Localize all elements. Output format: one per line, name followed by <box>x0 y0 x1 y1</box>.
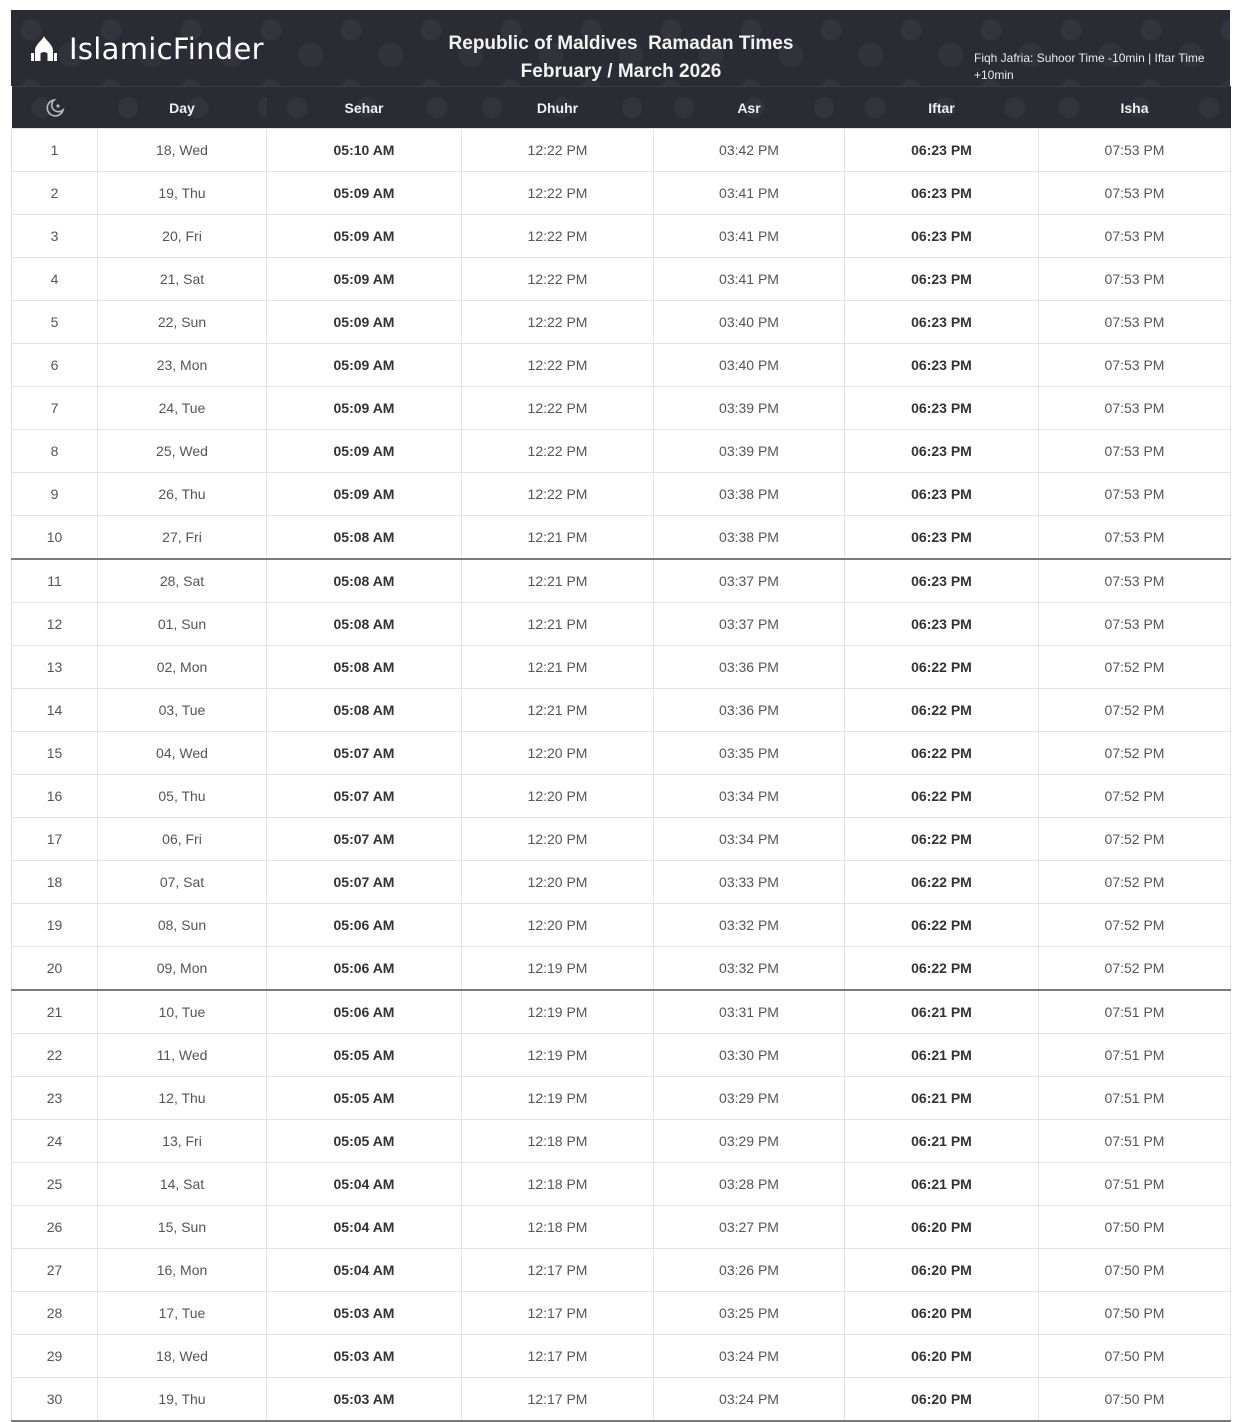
sehar-time: 05:07 AM <box>267 861 462 904</box>
ramadan-day: 2 <box>12 172 98 215</box>
ramadan-day: 22 <box>12 1034 98 1077</box>
ramadan-day: 21 <box>12 990 98 1034</box>
dhuhr-time: 12:21 PM <box>462 603 654 646</box>
table-row <box>12 732 1231 775</box>
date: 28, Sat <box>98 559 267 603</box>
sehar-time: 05:08 AM <box>267 516 462 560</box>
ramadan-day: 5 <box>12 301 98 344</box>
asr-time: 03:38 PM <box>654 473 845 516</box>
asr-time: 03:32 PM <box>654 904 845 947</box>
table-row <box>12 1034 1231 1077</box>
sehar-time: 05:06 AM <box>267 904 462 947</box>
dhuhr-time: 12:21 PM <box>462 689 654 732</box>
table-row <box>12 387 1231 430</box>
table-row <box>12 301 1231 344</box>
sehar-time: 05:09 AM <box>267 301 462 344</box>
asr-time: 03:41 PM <box>654 215 845 258</box>
logo[interactable] <box>29 32 264 66</box>
iftar-time: 06:23 PM <box>845 301 1039 344</box>
sehar-time: 05:09 AM <box>267 430 462 473</box>
sehar-time: 05:08 AM <box>267 646 462 689</box>
iftar-time: 06:23 PM <box>845 215 1039 258</box>
table-row <box>12 1077 1231 1120</box>
iftar-time: 06:22 PM <box>845 646 1039 689</box>
table-row <box>12 1163 1231 1206</box>
asr-time: 03:35 PM <box>654 732 845 775</box>
crescent-moon-icon <box>45 98 65 118</box>
table-row <box>12 689 1231 732</box>
isha-time: 07:53 PM <box>1039 473 1231 516</box>
dhuhr-time: 12:19 PM <box>462 1077 654 1120</box>
iftar-time: 06:23 PM <box>845 603 1039 646</box>
dhuhr-time: 12:19 PM <box>462 990 654 1034</box>
iftar-time: 06:20 PM <box>845 1378 1039 1422</box>
asr-time: 03:41 PM <box>654 258 845 301</box>
column-header-asr: Asr <box>654 87 845 129</box>
date: 15, Sun <box>98 1206 267 1249</box>
dhuhr-time: 12:18 PM <box>462 1120 654 1163</box>
ramadan-day: 19 <box>12 904 98 947</box>
isha-time: 07:52 PM <box>1039 689 1231 732</box>
dhuhr-time: 12:22 PM <box>462 172 654 215</box>
date: 22, Sun <box>98 301 267 344</box>
date: 18, Wed <box>98 1335 267 1378</box>
ramadan-day: 13 <box>12 646 98 689</box>
iftar-time: 06:23 PM <box>845 387 1039 430</box>
fiqh-note: Fiqh Jafria: Suhoor Time -10min | Iftar Time +10min <box>974 51 1205 82</box>
ramadan-day: 3 <box>12 215 98 258</box>
iftar-time: 06:22 PM <box>845 689 1039 732</box>
date: 09, Mon <box>98 947 267 991</box>
sehar-time: 05:10 AM <box>267 129 462 172</box>
table-row <box>12 258 1231 301</box>
table-row <box>12 172 1231 215</box>
sehar-time: 05:08 AM <box>267 603 462 646</box>
ramadan-day: 1 <box>12 129 98 172</box>
asr-time: 03:30 PM <box>654 1034 845 1077</box>
dhuhr-time: 12:20 PM <box>462 775 654 818</box>
asr-time: 03:28 PM <box>654 1163 845 1206</box>
isha-time: 07:51 PM <box>1039 1034 1231 1077</box>
ramadan-day: 26 <box>12 1206 98 1249</box>
sehar-time: 05:06 AM <box>267 990 462 1034</box>
dhuhr-time: 12:17 PM <box>462 1249 654 1292</box>
dhuhr-time: 12:22 PM <box>462 430 654 473</box>
table-row <box>12 603 1231 646</box>
date: 08, Sun <box>98 904 267 947</box>
asr-time: 03:34 PM <box>654 775 845 818</box>
sehar-time: 05:06 AM <box>267 947 462 991</box>
ramadan-day: 20 <box>12 947 98 991</box>
table-row <box>12 904 1231 947</box>
ramadan-day: 15 <box>12 732 98 775</box>
iftar-time: 06:22 PM <box>845 732 1039 775</box>
asr-time: 03:37 PM <box>654 603 845 646</box>
iftar-time: 06:23 PM <box>845 516 1039 560</box>
asr-time: 03:26 PM <box>654 1249 845 1292</box>
isha-time: 07:52 PM <box>1039 732 1231 775</box>
table-row <box>12 1378 1231 1422</box>
iftar-time: 06:20 PM <box>845 1206 1039 1249</box>
sehar-time: 05:05 AM <box>267 1034 462 1077</box>
timetable <box>11 86 1231 1422</box>
ramadan-day: 9 <box>12 473 98 516</box>
iftar-time: 06:22 PM <box>845 861 1039 904</box>
asr-time: 03:33 PM <box>654 861 845 904</box>
date: 12, Thu <box>98 1077 267 1120</box>
dhuhr-time: 12:17 PM <box>462 1292 654 1335</box>
ramadan-day: 11 <box>12 559 98 603</box>
table-row <box>12 559 1231 603</box>
ramadan-day: 24 <box>12 1120 98 1163</box>
isha-time: 07:52 PM <box>1039 646 1231 689</box>
dhuhr-time: 12:22 PM <box>462 473 654 516</box>
dhuhr-time: 12:18 PM <box>462 1163 654 1206</box>
iftar-time: 06:21 PM <box>845 1034 1039 1077</box>
table-row <box>12 818 1231 861</box>
asr-time: 03:25 PM <box>654 1292 845 1335</box>
iftar-time: 06:23 PM <box>845 258 1039 301</box>
ramadan-day: 28 <box>12 1292 98 1335</box>
page-title <box>391 30 851 86</box>
table-header-row <box>12 87 1231 129</box>
iftar-time: 06:21 PM <box>845 1077 1039 1120</box>
sehar-time: 05:07 AM <box>267 732 462 775</box>
ramadan-day: 25 <box>12 1163 98 1206</box>
asr-time: 03:39 PM <box>654 387 845 430</box>
asr-time: 03:29 PM <box>654 1120 845 1163</box>
date: 07, Sat <box>98 861 267 904</box>
iftar-time: 06:21 PM <box>845 1120 1039 1163</box>
column-header-sehar: Sehar <box>267 87 462 129</box>
dhuhr-time: 12:19 PM <box>462 1034 654 1077</box>
dhuhr-time: 12:20 PM <box>462 904 654 947</box>
iftar-time: 06:20 PM <box>845 1335 1039 1378</box>
isha-time: 07:52 PM <box>1039 947 1231 991</box>
isha-time: 07:50 PM <box>1039 1249 1231 1292</box>
asr-time: 03:24 PM <box>654 1335 845 1378</box>
date: 03, Tue <box>98 689 267 732</box>
iftar-time: 06:22 PM <box>845 947 1039 991</box>
date: 13, Fri <box>98 1120 267 1163</box>
asr-time: 03:40 PM <box>654 301 845 344</box>
asr-time: 03:34 PM <box>654 818 845 861</box>
date: 24, Tue <box>98 387 267 430</box>
table-row <box>12 646 1231 689</box>
table-row <box>12 861 1231 904</box>
dhuhr-time: 12:20 PM <box>462 861 654 904</box>
isha-time: 07:53 PM <box>1039 258 1231 301</box>
asr-time: 03:36 PM <box>654 646 845 689</box>
isha-time: 07:53 PM <box>1039 430 1231 473</box>
column-header-day: Day <box>98 87 267 129</box>
asr-time: 03:31 PM <box>654 990 845 1034</box>
date: 19, Thu <box>98 172 267 215</box>
isha-time: 07:52 PM <box>1039 818 1231 861</box>
header-banner <box>11 10 1230 86</box>
isha-time: 07:50 PM <box>1039 1292 1231 1335</box>
sehar-time: 05:07 AM <box>267 775 462 818</box>
date: 27, Fri <box>98 516 267 560</box>
iftar-time: 06:23 PM <box>845 129 1039 172</box>
isha-time: 07:53 PM <box>1039 559 1231 603</box>
table-row <box>12 1206 1231 1249</box>
sehar-time: 05:09 AM <box>267 344 462 387</box>
table-row <box>12 1249 1231 1292</box>
iftar-time: 06:20 PM <box>845 1249 1039 1292</box>
isha-time: 07:53 PM <box>1039 215 1231 258</box>
isha-time: 07:53 PM <box>1039 516 1231 560</box>
ramadan-day: 16 <box>12 775 98 818</box>
sehar-time: 05:05 AM <box>267 1077 462 1120</box>
sehar-time: 05:09 AM <box>267 473 462 516</box>
ramadan-day: 23 <box>12 1077 98 1120</box>
isha-time: 07:51 PM <box>1039 1077 1231 1120</box>
table-row <box>12 775 1231 818</box>
asr-time: 03:42 PM <box>654 129 845 172</box>
sehar-time: 05:03 AM <box>267 1335 462 1378</box>
date: 06, Fri <box>98 818 267 861</box>
date: 05, Thu <box>98 775 267 818</box>
sehar-time: 05:04 AM <box>267 1249 462 1292</box>
table-row <box>12 1120 1231 1163</box>
column-header-iftar: Iftar <box>845 87 1039 129</box>
dhuhr-time: 12:21 PM <box>462 516 654 560</box>
sehar-time: 05:09 AM <box>267 215 462 258</box>
isha-time: 07:51 PM <box>1039 990 1231 1034</box>
asr-time: 03:37 PM <box>654 559 845 603</box>
table-body <box>12 129 1231 1422</box>
isha-time: 07:53 PM <box>1039 344 1231 387</box>
isha-time: 07:53 PM <box>1039 129 1231 172</box>
ramadan-day: 7 <box>12 387 98 430</box>
asr-time: 03:32 PM <box>654 947 845 991</box>
isha-time: 07:51 PM <box>1039 1163 1231 1206</box>
dhuhr-time: 12:20 PM <box>462 818 654 861</box>
table-row <box>12 990 1231 1034</box>
asr-time: 03:36 PM <box>654 689 845 732</box>
asr-time: 03:38 PM <box>654 516 845 560</box>
date: 18, Wed <box>98 129 267 172</box>
isha-time: 07:53 PM <box>1039 387 1231 430</box>
iftar-time: 06:21 PM <box>845 1163 1039 1206</box>
isha-time: 07:53 PM <box>1039 603 1231 646</box>
isha-time: 07:52 PM <box>1039 861 1231 904</box>
dhuhr-time: 12:22 PM <box>462 215 654 258</box>
ramadan-day: 14 <box>12 689 98 732</box>
table-row <box>12 947 1231 991</box>
iftar-time: 06:22 PM <box>845 904 1039 947</box>
ramadan-day: 27 <box>12 1249 98 1292</box>
date: 19, Thu <box>98 1378 267 1422</box>
table-row <box>12 215 1231 258</box>
title-months: February / March 2026 <box>520 61 722 82</box>
iftar-time: 06:23 PM <box>845 172 1039 215</box>
table-row <box>12 1335 1231 1378</box>
date: 02, Mon <box>98 646 267 689</box>
asr-time: 03:29 PM <box>654 1077 845 1120</box>
ramadan-day: 6 <box>12 344 98 387</box>
sehar-time: 05:08 AM <box>267 559 462 603</box>
dhuhr-time: 12:21 PM <box>462 559 654 603</box>
iftar-time: 06:23 PM <box>845 344 1039 387</box>
asr-time: 03:39 PM <box>654 430 845 473</box>
column-header-moon <box>12 87 98 129</box>
sehar-time: 05:08 AM <box>267 689 462 732</box>
dhuhr-time: 12:17 PM <box>462 1378 654 1422</box>
dhuhr-time: 12:22 PM <box>462 387 654 430</box>
dhuhr-time: 12:22 PM <box>462 301 654 344</box>
ramadan-timetable <box>11 10 1230 1422</box>
date: 21, Sat <box>98 258 267 301</box>
sehar-time: 05:07 AM <box>267 818 462 861</box>
asr-time: 03:27 PM <box>654 1206 845 1249</box>
iftar-time: 06:21 PM <box>845 990 1039 1034</box>
date: 25, Wed <box>98 430 267 473</box>
table-row <box>12 516 1231 560</box>
sehar-time: 05:03 AM <box>267 1292 462 1335</box>
table-row <box>12 430 1231 473</box>
dhuhr-time: 12:22 PM <box>462 129 654 172</box>
dhuhr-time: 12:17 PM <box>462 1335 654 1378</box>
ramadan-day: 18 <box>12 861 98 904</box>
asr-time: 03:41 PM <box>654 172 845 215</box>
date: 01, Sun <box>98 603 267 646</box>
dhuhr-time: 12:22 PM <box>462 344 654 387</box>
title-location: Republic of Maldives Ramadan Times <box>448 33 794 54</box>
column-header-dhuhr: Dhuhr <box>462 87 654 129</box>
asr-time: 03:24 PM <box>654 1378 845 1422</box>
ramadan-day: 29 <box>12 1335 98 1378</box>
asr-time: 03:40 PM <box>654 344 845 387</box>
isha-time: 07:52 PM <box>1039 904 1231 947</box>
date: 11, Wed <box>98 1034 267 1077</box>
iftar-time: 06:20 PM <box>845 1292 1039 1335</box>
date: 23, Mon <box>98 344 267 387</box>
date: 26, Thu <box>98 473 267 516</box>
brand-name: IslamicFinder <box>69 32 264 66</box>
ramadan-day: 30 <box>12 1378 98 1422</box>
isha-time: 07:53 PM <box>1039 172 1231 215</box>
date: 20, Fri <box>98 215 267 258</box>
sehar-time: 05:09 AM <box>267 258 462 301</box>
dhuhr-time: 12:19 PM <box>462 947 654 991</box>
iftar-time: 06:23 PM <box>845 559 1039 603</box>
table-row <box>12 344 1231 387</box>
ramadan-day: 17 <box>12 818 98 861</box>
dhuhr-time: 12:18 PM <box>462 1206 654 1249</box>
isha-time: 07:51 PM <box>1039 1120 1231 1163</box>
isha-time: 07:50 PM <box>1039 1206 1231 1249</box>
isha-time: 07:53 PM <box>1039 301 1231 344</box>
date: 04, Wed <box>98 732 267 775</box>
table-row <box>12 473 1231 516</box>
isha-time: 07:52 PM <box>1039 775 1231 818</box>
isha-time: 07:50 PM <box>1039 1335 1231 1378</box>
ramadan-day: 8 <box>12 430 98 473</box>
column-header-isha: Isha <box>1039 87 1231 129</box>
date: 10, Tue <box>98 990 267 1034</box>
sehar-time: 05:04 AM <box>267 1206 462 1249</box>
sehar-time: 05:03 AM <box>267 1378 462 1422</box>
mosque-icon <box>29 35 59 63</box>
iftar-time: 06:23 PM <box>845 430 1039 473</box>
iftar-time: 06:22 PM <box>845 775 1039 818</box>
table-row <box>12 1292 1231 1335</box>
table-row <box>12 129 1231 172</box>
sehar-time: 05:09 AM <box>267 172 462 215</box>
isha-time: 07:50 PM <box>1039 1378 1231 1422</box>
date: 14, Sat <box>98 1163 267 1206</box>
dhuhr-time: 12:22 PM <box>462 258 654 301</box>
sehar-time: 05:09 AM <box>267 387 462 430</box>
sehar-time: 05:04 AM <box>267 1163 462 1206</box>
ramadan-day: 10 <box>12 516 98 560</box>
dhuhr-time: 12:20 PM <box>462 732 654 775</box>
iftar-time: 06:22 PM <box>845 818 1039 861</box>
iftar-time: 06:23 PM <box>845 473 1039 516</box>
dhuhr-time: 12:21 PM <box>462 646 654 689</box>
date: 17, Tue <box>98 1292 267 1335</box>
sehar-time: 05:05 AM <box>267 1120 462 1163</box>
date: 16, Mon <box>98 1249 267 1292</box>
ramadan-day: 12 <box>12 603 98 646</box>
ramadan-day: 4 <box>12 258 98 301</box>
